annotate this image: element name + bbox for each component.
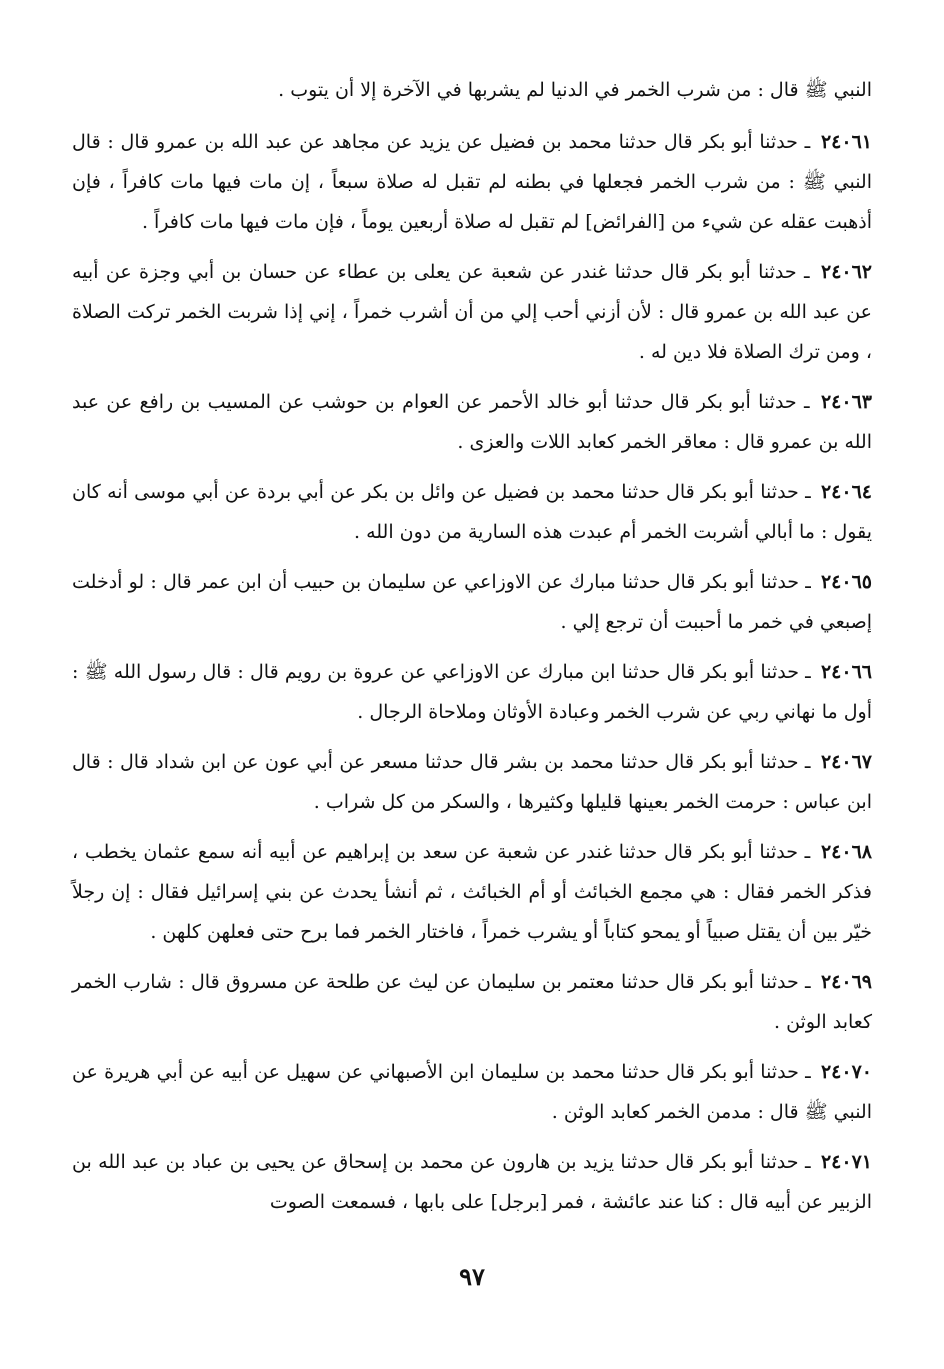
- hadith-text: ـ حدثنا أبو بكر قال حدثنا أبو خالد الأحمر عن العوام بن حوشب عن المسيب بن رافع عن عبد الله بن عمرو قال : معاقر الخمر كعابد اللات والعزى .: [72, 391, 872, 453]
- paragraph-text: النبي ﷺ قال : من شرب الخمر في الدنيا لم يشربها في الآخرة إلا أن يتوب .: [278, 79, 872, 101]
- hadith-number: ٢٤٠٦٨: [820, 841, 872, 863]
- hadith-text: ـ حدثنا أبو بكر قال حدثنا معتمر بن سليمان عن ليث عن طلحة عن مسروق قال : شارب الخمر كعابد الوثن .: [72, 971, 872, 1033]
- hadith-24064: [72, 472, 872, 552]
- hadith-number: ٢٤٠٧١: [820, 1151, 872, 1173]
- hadith-number: ٢٤٠٦٤: [820, 481, 872, 503]
- hadith-24065: [72, 562, 872, 642]
- hadith-text: ـ حدثنا أبو بكر قال حدثنا محمد بن فضيل عن يزيد عن مجاهد عن عبد الله بن عمرو قال : قال النبي ﷺ : من شرب الخمر فجعلها في بطنه لم تقبل له صلاة سبعاً ، إن مات فيها مات كافراً ، فإن أذهبت عقله عن شيء من [الفرائض] لم تقبل له صلاة أربعين يوماً ، فإن مات فيها مات كافراً .: [72, 131, 872, 233]
- hadith-24061: [72, 122, 872, 242]
- hadith-24067: [72, 742, 872, 822]
- hadith-text: ـ حدثنا أبو بكر قال حدثنا محمد بن فضيل عن وائل بن بكر عن أبي بردة عن أبي موسى أنه كان يقول : ما أبالي أشربت الخمر أم عبدت هذه السارية من دون الله .: [72, 481, 872, 543]
- hadith-number: ٢٤٠٦١: [820, 131, 872, 153]
- hadith-text: ـ حدثنا أبو بكر قال حدثنا محمد بن بشر قال حدثنا مسعر عن أبي عون عن ابن شداد قال : قال ابن عباس : حرمت الخمر بعينها قليلها وكثيرها ، والسكر من كل شراب .: [72, 751, 872, 813]
- hadith-number: ٢٤٠٦٥: [820, 571, 872, 593]
- hadith-24063: [72, 382, 872, 462]
- page-number: ٩٧: [459, 1262, 485, 1291]
- hadith-24068: [72, 832, 872, 952]
- hadith-number: ٢٤٠٧٠: [820, 1061, 872, 1083]
- hadith-text: ـ حدثنا أبو بكر قال حدثنا غندر عن شعبة عن يعلى بن عطاء عن حسان بن أبي وجزة عن أبيه عن عبد الله بن عمرو قال : لأن أزني أحب إلي من أن أشرب خمراً ، إني إذا شربت الخمر تركت الصلاة ، ومن ترك الصلاة فلا دين له .: [72, 261, 872, 363]
- hadith-text: ـ حدثنا أبو بكر قال حدثنا غندر عن شعبة عن سعد بن إبراهيم عن أبيه أنه سمع عثمان يخطب ، فذكر الخمر فقال : هي مجمع الخبائث أو أم الخبائث ، ثم أنشأ يحدث عن بني إسرائيل فقال : إن رجلاً خيّر بين أن يقتل صبياً أو يمحو كتاباً أو يشرب خمراً ، فاختار الخمر فما برح حتى فعلهن كلهن .: [72, 841, 872, 943]
- hadith-number: ٢٤٠٦٧: [820, 751, 872, 773]
- hadith-text: ـ حدثنا أبو بكر قال حدثنا مبارك عن الاوزاعي عن سليمان بن حبيب أن ابن عمر قال : لو أدخلت إصبعي في خمر ما أحببت أن ترجع إلي .: [72, 571, 872, 633]
- hadith-24071: [72, 1142, 872, 1222]
- document-page: [72, 70, 872, 1232]
- hadith-number: ٢٤٠٦٩: [820, 971, 872, 993]
- hadith-number: ٢٤٠٦٣: [820, 391, 872, 413]
- hadith-24062: [72, 252, 872, 372]
- hadith-24069: [72, 962, 872, 1042]
- hadith-24070: [72, 1052, 872, 1132]
- hadith-24066: [72, 652, 872, 732]
- hadith-text: ـ حدثنا أبو بكر قال حدثنا يزيد بن هارون عن محمد بن إسحاق عن يحيى بن عباد بن عبد الله بن الزبير عن أبيه قال : كنا عند عائشة ، فمر [برجل] على بابها ، فسمعت الصوت: [72, 1151, 872, 1213]
- hadith-text: ـ حدثنا أبو بكر قال حدثنا ابن مبارك عن الاوزاعي عن عروة بن رويم قال : قال رسول الله ﷺ : أول ما نهاني ربي عن شرب الخمر وعبادة الأوثان وملاحاة الرجال .: [72, 661, 872, 723]
- hadith-number: ٢٤٠٦٦: [820, 661, 872, 683]
- paragraph-continuation: [72, 70, 872, 110]
- hadith-number: ٢٤٠٦٢: [820, 261, 873, 283]
- hadith-text: ـ حدثنا أبو بكر قال حدثنا محمد بن سليمان ابن الأصبهاني عن سهيل عن أبيه عن أبي هريرة عن النبي ﷺ قال : مدمن الخمر كعابد الوثن .: [72, 1061, 872, 1123]
